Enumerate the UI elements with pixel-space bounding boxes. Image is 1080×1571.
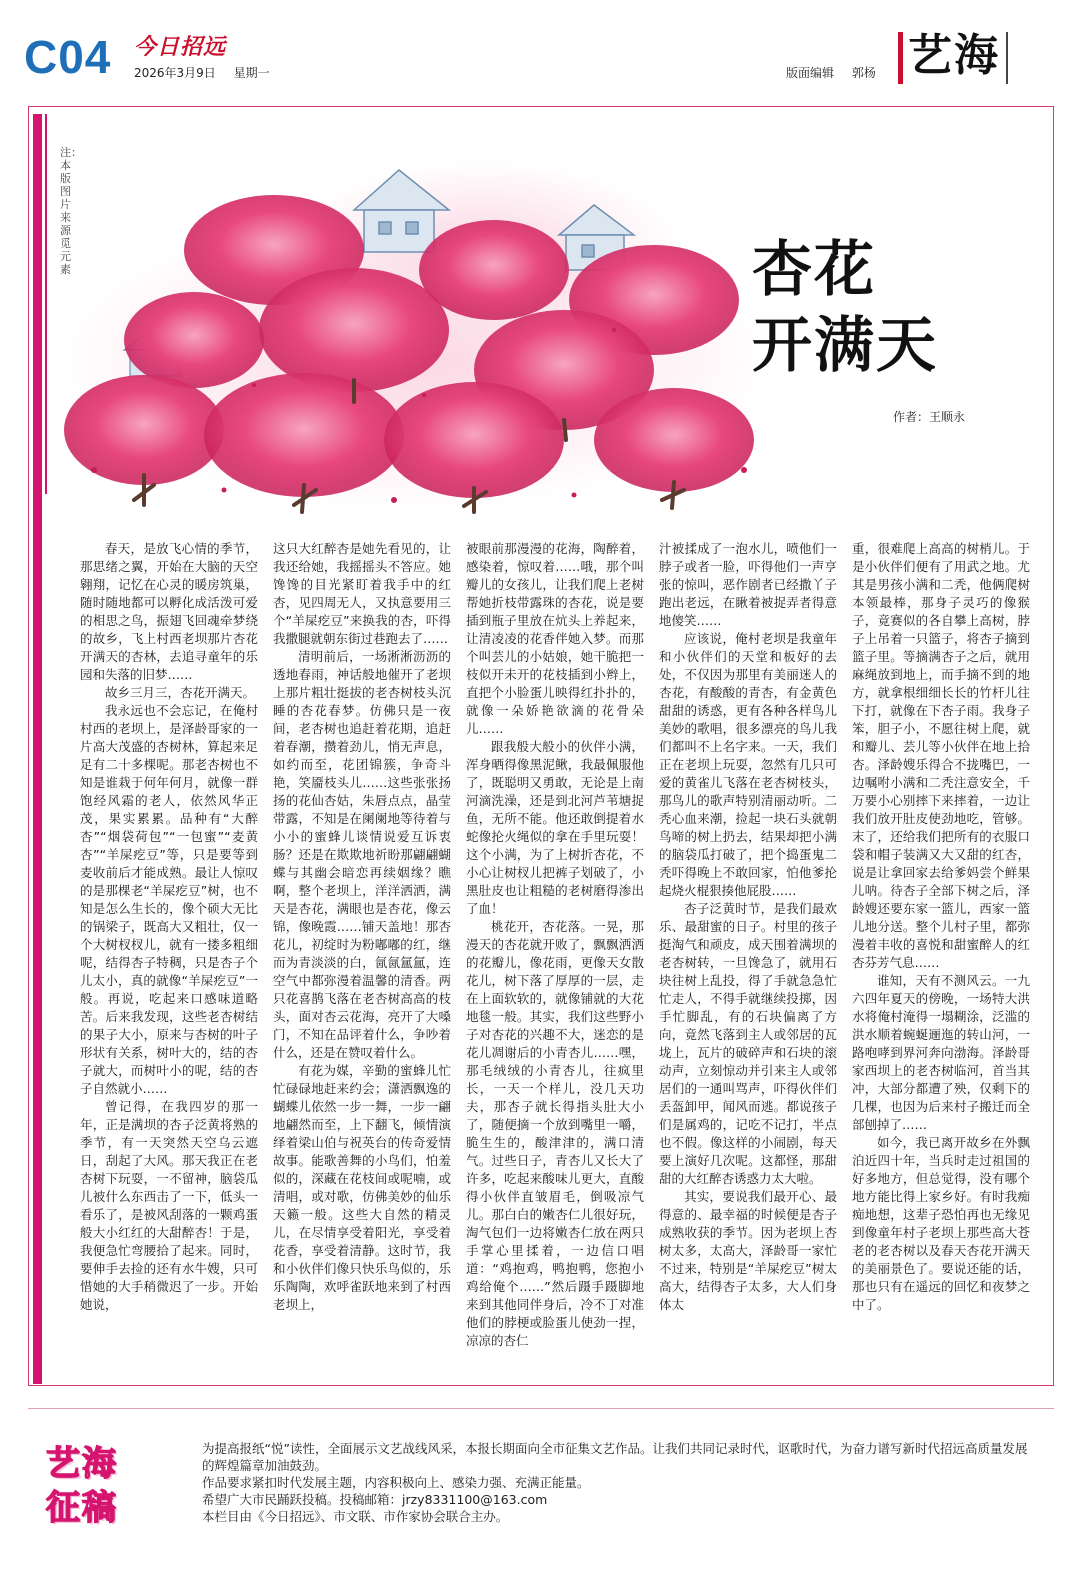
- article-author: 作者：王顺永: [893, 410, 966, 424]
- article-column: [273, 540, 451, 1370]
- paragraph: 清明前后，一场淅淅沥沥的透地春雨，神话般地催开了老坝上那片粗壮挺拔的老杏树枝头沉睡的杏花春梦。仿佛只是一夜间，老杏树也追赶着花期，追赶着春潮，攒着劲儿，悄无声息，如约而至，花团锦簇，争奇斗艳，笑靥枝头儿……这些张张扬扬的花仙杏姑，朱唇点点，晶莹带露，不知是在阑阑地等待着与小小的蜜蜂儿谈情说爱互诉衷肠？还是在欺欺地祈盼那翩翩蝴蝶与其幽会暗恋再续姻缘？瞧啊，整个老坝上，洋洋洒洒，满天是杏花，满眼也是杏花，像云锦，像晚霞……铺天盖地！那杏花儿，初绽时为粉嘟嘟的红，继而为青淡淡的白，氤氤氲氲，连空气中都弥漫着温馨的清香。两只花喜鹊飞落在老杏树高高的枝头，面对杏云花海，亮开了大嗓门，不知在品评着什么，争吵着什么，还是在赞叹着什么。: [273, 649, 451, 1060]
- paragraph: 有花为媒，辛勤的蜜蜂儿忙忙碌碌地赶来约会；潇洒飘逸的蝴蝶儿依然一步一舞，一步一翩地翩然而至，上下翻飞，倾情演绎着梁山伯与祝英台的传奇爱情故事。能歌善舞的小鸟们，怕羞似的，深藏在花枝间或呢喃，或清唱，或对歌，仿佛美妙的仙乐天籁一般。这些大自然的精灵儿，在尽情享受着阳光，享受着花香，享受着清静。这时节，我和小伙伴们像只快乐鸟似的，乐乐陶陶，欢呼雀跃地来到了村西老坝上，: [273, 1063, 451, 1312]
- footer-line: 作品要求紧扣时代发展主题，内容积极向上、感染力强、充满正能量。: [202, 1475, 590, 1490]
- issue-date: [134, 64, 284, 81]
- paragraph: 曾记得，在我四岁的那一年，正是满坝的杏子泛黄将熟的季节，有一天突然天空乌云遮日，刮起了大风。那天我正在老杏树下玩耍，一不留神，脑袋瓜儿被什么东西击了一下，低头一看乐了，是被风刮落的一颗鸡蛋般大小红红的大甜醉杏！于是，我便急忙弯腰拾了起来。同时，要伸手去捡的还有水牛嫂，只可惜她的大手稍微迟了一步。开始她说，: [80, 1099, 258, 1312]
- date-text: 2026年3月9日: [134, 66, 216, 80]
- footer-label-line-2: 征稿: [46, 1488, 118, 1528]
- pink-side-line: [45, 114, 47, 494]
- section-name: 艺海: [908, 30, 1000, 81]
- article-column: [80, 540, 258, 1370]
- paragraph: 汁被揉成了一泡水儿，喷他们一脖子或者一脸，吓得他们一声亨张的惊叫，恶作剧者已经撒丫子跑出老远，在瞅着被捉弄者得意地傻笑……: [659, 541, 837, 628]
- article-title: [752, 232, 1052, 384]
- paragraph: 春天，是放飞心情的季节，那思绪之翼，开始在大脑的天空翱翔，记忆在心灵的暖房筑巢，随时随地都可以孵化成活泼可爱的相思之鸟，振翅飞回魂牵梦绕的故乡，飞上村西老坝那片杏花开满天的杏林，去追寻童年的乐园和失落的旧梦……: [80, 541, 258, 682]
- weekday-text: 星期一: [233, 66, 270, 80]
- editor-label: 版面编辑: [786, 66, 835, 80]
- editor-credit: [786, 64, 890, 81]
- paragraph: 应该说，俺村老坝是我童年和小伙伴们的天堂和板好的去处，不仅因为那里有美丽迷人的杏花，有酸酸的青杏，有金黄色甜甜的诱惑，更有各种各样鸟儿美妙的歌唱，很多漂亮的鸟儿我们都叫不上名字来。一天，我们正在老坝上玩耍，忽然有几只可爱的黄雀儿飞落在老杏树枝头，那鸟儿的歌声特别清丽动听。二秃心血来潮，捡起一块石头就朝鸟啼的树上扔去，结果却把小满的脑袋瓜打破了，把个捣蛋鬼二秃吓得晚上不敢回家，怕他爹抡起烧火棍狠揍他屁股……: [659, 631, 837, 898]
- image-source-note: 注：本版图片来源 觅元素: [60, 146, 82, 276]
- section-divider-right: [1006, 32, 1008, 84]
- paragraph: 我永远也不会忘记，在俺村村西的老坝上，是泽龄哥家的一片高大茂盛的杏树林，算起来足足有二十多棵呢。那老杏树也不知是谁栽于何年何月，就像一群饱经风霜的老人，依然风华正茂，果实累累。品种有“大醉杏”“烟袋荷包”“一包蜜”“麦黄杏”“羊屎疙豆”等，只是要等到麦收前后才能成熟。最让人惊叹的是那棵老“羊屎疙豆”树，也不知是怎么生长的，像个硕大无比的锅梁子，既高大又粗壮，仅一个大树杈杈儿，就有一搂多粗细呢，结得杏子特稠，只是杏子个儿太小，真的就像“羊屎疙豆”一般。再说，吃起来口感味道略苦。后来我发现，这些老杏树结的果子大小，原来与杏树的叶子形状有关系，树叶大的，结的杏子就大，而树叶小的呢，结的杏子自然就小……: [80, 703, 258, 1096]
- footer-label-line-1: 艺海: [46, 1444, 118, 1484]
- paragraph: 如今，我已离开故乡在外飘泊近四十年，当兵时走过祖国的好多地方，但总觉得，没有哪个地方能比得上家乡好。有时我痴痴地想，这辈子恐怕再也无缘见到像童年村子老坝上那些高大苍老的老杏树以及春天杏花开满天的美丽景色了。要说还能的话，那也只有在遥远的回忆和夜梦之中了。: [852, 1135, 1030, 1312]
- paragraph: 谁知，天有不测风云。一九六四年夏天的傍晚，一场特大洪水将俺村淹得一塌糊涂，泛滥的洪水顺着蜿蜒逦迤的转山河，一路咆哮到界河奔向渤海。泽龄哥家西坝上的老杏树临河，首当其冲，大部分都遭了殃，仅剩下的几棵，也因为后来村子搬迁而全部刨掉了……: [852, 973, 1030, 1132]
- article-column: [466, 540, 644, 1370]
- page-header: [0, 0, 1080, 100]
- call-for-submissions-logo: [46, 1442, 136, 1530]
- article-body: [80, 540, 1030, 1370]
- footer-line: 希望广大市民踊跃投稿。投稿邮箱：jrzy8331100@163.com: [202, 1492, 548, 1507]
- apricot-blossom-illustration: [54, 140, 774, 520]
- paragraph: 杏子泛黄时节，是我们最欢乐、最甜蜜的日子。村里的孩子挺淘气和顽皮，成天围着满坝的老杏树转，一旦馋急了，就用石块往树上乱投，得了手就急急忙忙走人，不得手就继续投掷，因手忙脚乱，有的石块偏离了方向，竟然飞落到主人或邻居的瓦垅上，瓦片的破碎声和石块的滚动声，立刻惊动并引来主人或邻居们的一通叫骂声，吓得伙伴们丢盔卸甲，闻风而逃。都说孩子们是属鸡的，记吃不记打，半点也不假。像这样的小闹剧，每天要上演好几次呢。这都怪，那甜甜的大红醉杏诱惑力太大啦。: [659, 901, 837, 1186]
- title-line-2: 开满天: [752, 311, 938, 381]
- paragraph: 跟我般大般小的伙伴小满，浑身晒得像黑泥鳅，我最佩服他了，既聪明又勇敢，无论是上南河滴洗澡，还是到北河芦苇塘捉鱼，无所不能。他还敢倒提着水蛇像抡火绳似的拿在手里玩耍！这个小满，为了上树折杏花，不小心让树杈儿把裤子划破了，小黑肚皮也让粗糙的老树磨得渗出了血！: [466, 739, 644, 916]
- pink-side-bar: [33, 114, 42, 1384]
- editor-name: 郭杨: [851, 66, 876, 80]
- article-column: [659, 540, 837, 1370]
- title-line-1: 杏花: [752, 235, 876, 305]
- paragraph: 故乡三月三，杏花开满天。: [105, 685, 256, 700]
- paragraph: 桃花开，杏花落。一晃，那漫天的杏花就开败了，飘飘洒洒的花瓣儿，像花雨，更像天女散花儿，树下落了厚厚的一层，走在上面软软的，就像铺就的大花地毯一般。其实，我们这些野小子对杏花的兴趣不大，迷恋的是花儿凋谢后的小青杏儿……嘿，那毛绒绒的小青杏儿，往疯里长，一天一个样儿，没几天功夫，那杏子就长得指头肚大小了，随便摘一个放到嘴里一嚼，脆生生的，酸津津的，满口清气。过些日子，青杏儿又长大了许多，吃起来酸味儿更大，直酸得小伙伴直皱眉毛，倒吸凉气儿。那白白的嫩杏仁儿很好玩，淘气包们一边将嫩杏仁放在两只手掌心里揉着，一边信口唱道：“鸡抱鸡，鸭抱鸭，您抱小鸡给俺个……”然后蹑手蹑脚地来到其他同伴身后，冷不丁对准他们的脖梗或脸蛋儿使劲一捏，凉凉的杏仁: [466, 919, 644, 1348]
- article-column: [852, 540, 1030, 1370]
- section-divider: [898, 32, 903, 84]
- footer-line: 本栏目由《今日招远》、市文联、市作家协会联合主办。: [202, 1509, 509, 1524]
- paragraph: 被眼前那漫漫的花海，陶醉着，感染着，惊叹着……哦，那个叫瓣儿的女孩儿，让我们爬上老树帮她折枝带露珠的杏花，说是要插到瓶子里放在炕头上养起来，让清凌凌的花香伴她入梦。而那个叫芸儿的小姑娘，她干脆把一枝似开未开的花枝插到小辫上，直把个小脸蛋儿映得红扑扑的，就像一朵娇艳欲滴的花骨朵儿……: [466, 541, 644, 736]
- paragraph: 这只大红醉杏是她先看见的，让我还给她，我摇摇头不答应。她馋馋的目光紧盯着我手中的红杏，见四周无人，又执意要用三个“羊屎疙豆”来换我的杏，吓得我撒腿就朝东街过巷跑去了……: [273, 541, 451, 646]
- paragraph: 其实，要说我们最开心、最得意的、最幸福的时候便是杏子成熟收获的季节。因为老坝上杏树太多，太高大，泽龄哥一家忙不过来，特别是“羊屎疙豆”树太高大，结得杏子太多，大人们身体太: [659, 1189, 837, 1312]
- paper-logo: 今日招远: [134, 34, 227, 60]
- paragraph: 重，很难爬上高高的树梢儿。于是小伙伴们便有了用武之地。尤其是男孩小满和二秃，他俩爬树本领最棒，那身子灵巧的像猴子，竟赛似的各自攀上高树，脖子上吊着一只篮子，将杏子摘到篮子里。等摘满杏子之后，就用麻绳放到地上，而手摘不到的地方，就拿根细细长长的竹杆儿往下打，就像在下杏子雨。我身子笨，胆子小，不愿往树上爬，就和瓣儿、芸儿等小伙伴在地上拾杏。泽龄嫂乐得合不拢嘴巴，一边嘱咐小满和二秃注意安全，千万要小心别摔下来摔着，一边让我们放开肚皮使劲地吃，管够。末了，还给我们把所有的衣服口袋和帽子装满又大又甜的红杏，说是让拿回家去给爹妈尝个鲜果儿呐。待杏子全部下树之后，泽龄嫂还要东家一篮儿，西家一篮儿地分送。整个儿村子里，都弥漫着丰收的喜悦和甜蜜醉人的红杏芬芳气息……: [852, 541, 1030, 970]
- call-for-submissions-text: [176, 1440, 1036, 1525]
- footer-line: 为提高报纸“悦”读性，全面展示文艺战线风采，本报长期面向全市征集文艺作品。让我们共同记录时代，讴歌时代，为奋力谱写新时代招远高质量发展的辉煌篇章加油鼓劲。: [202, 1441, 1028, 1473]
- page-code: C04: [24, 31, 112, 83]
